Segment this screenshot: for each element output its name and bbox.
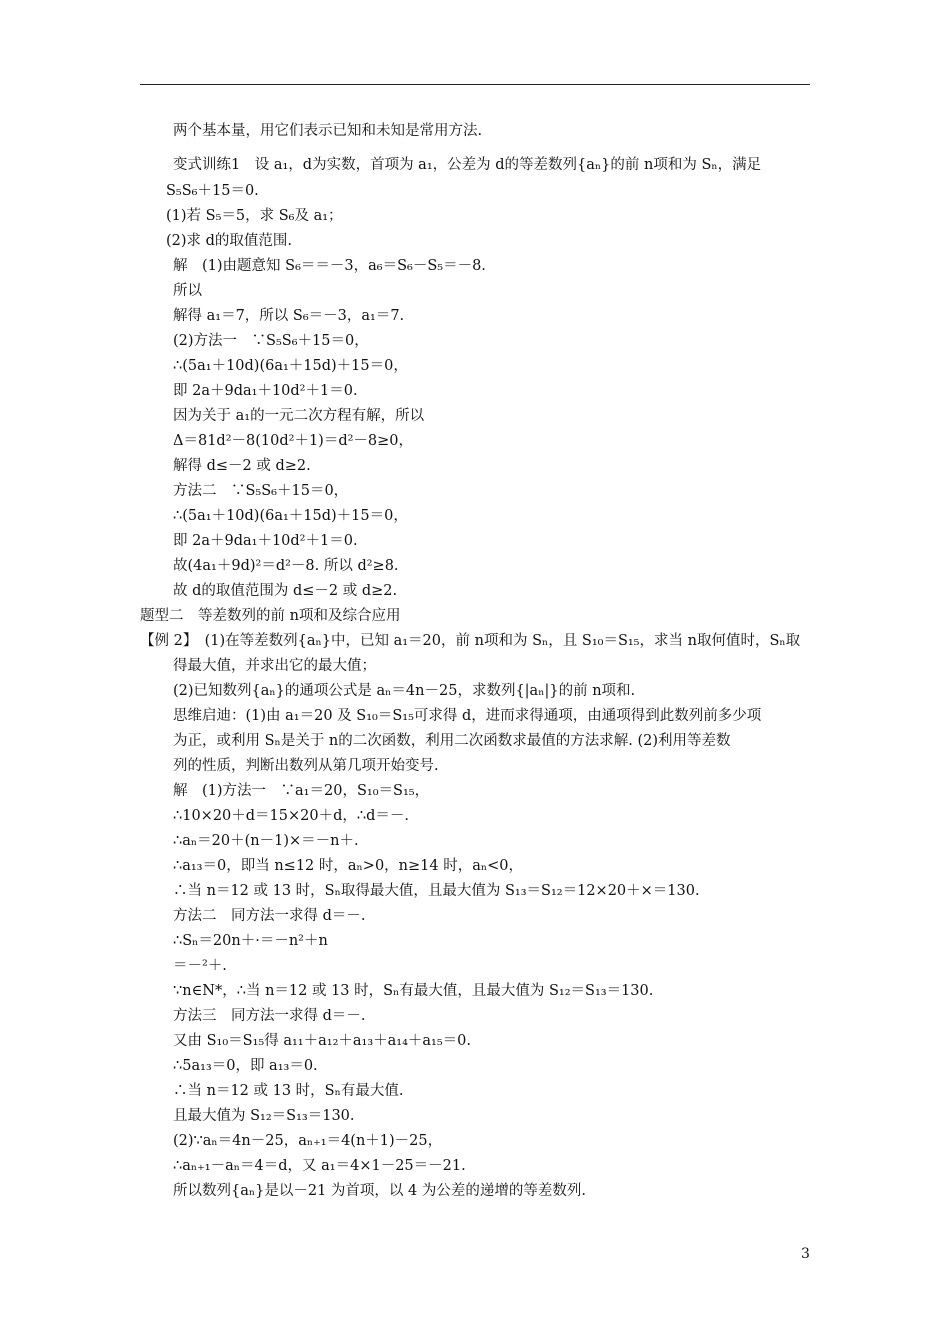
text-line: 方法二 同方法一求得 d＝－. [173, 908, 366, 924]
text-line: 解得 a₁＝7，所以 S₆＝－3，a₁＝7. [173, 308, 405, 324]
text-line: Δ＝81d²－8(10d²＋1)＝d²－8≥0， [173, 433, 414, 449]
text-line: 思维启迪：(1)由 a₁＝20 及 S₁₀＝S₁₅可求得 d，进而求得通项，由通项得到此数列前多少项 [173, 708, 762, 724]
text-line: 故(4a₁＋9d)²＝d²－8. 所以 d²≥8. [173, 558, 399, 574]
text-line: 得最大值，并求出它的最大值； [173, 658, 376, 674]
text-line: ∴当 n＝12 或 13 时，Sₙ有最大值. [173, 1083, 404, 1099]
text-line: 方法二 ∵S₅S₆＋15＝0， [173, 483, 349, 499]
exercise-heading-line: 变式训练1 设 a₁，d为实数，首项为 a₁，公差为 d的等差数列{aₙ}的前 n项和为 Sₙ，满足 [173, 157, 762, 173]
text-line: ∴aₙ＝20＋(n－1)×＝－n＋. [173, 833, 359, 849]
text-line: (2)方法一 ∵S₅S₆＋15＝0， [173, 333, 369, 349]
text-line: ∴10×20＋d＝15×20＋d，∴d＝－. [173, 808, 410, 824]
text-line: 即 2a＋9da₁＋10d²＋1＝0. [173, 383, 358, 399]
text-line: 解得 d≤－2 或 d≥2. [173, 458, 311, 474]
text-line: ∴aₙ₊₁－aₙ＝4＝d，又 a₁＝4×1－25＝－21. [173, 1158, 466, 1174]
text-line: (2)已知数列{aₙ}的通项公式是 aₙ＝4n－25，求数列{|aₙ|}的前 n项和. [173, 683, 636, 699]
section-heading: 题型二 等差数列的前 n项和及综合应用 [140, 608, 401, 624]
text-line: 又由 S₁₀＝S₁₅得 a₁₁＋a₁₂＋a₁₃＋a₁₄＋a₁₅＝0. [173, 1033, 472, 1049]
text-line: (2)∵aₙ＝4n－25，aₙ₊₁＝4(n＋1)－25， [173, 1133, 443, 1149]
text-line: 且最大值为 S₁₂＝S₁₃＝130. [173, 1108, 355, 1124]
text-line: 解 (1)方法一 ∵a₁＝20，S₁₀＝S₁₅， [173, 783, 430, 799]
text-line: 为正，或利用 Sₙ是关于 n的二次函数，利用二次函数求最值的方法求解. (2)利用等差数 [173, 733, 731, 749]
text-line: 解 (1)由题意知 S₆＝＝－3，a₆＝S₆－S₅＝－8. [173, 258, 486, 274]
text-line: 所以 [173, 283, 202, 299]
text-line: 方法三 同方法一求得 d＝－. [173, 1008, 366, 1024]
text-line: ∴当 n＝12 或 13 时，Sₙ取得最大值，且最大值为 S₁₃＝S₁₂＝12×20＋×＝130. [173, 883, 700, 899]
text-line: 列的性质，判断出数列从第几项开始变号. [173, 758, 439, 774]
text-line: 故 d的取值范围为 d≤－2 或 d≥2. [173, 583, 398, 599]
text-line: ∴Sₙ＝20n＋·＝－n²＋n [173, 933, 328, 949]
text-line: (2)求 d的取值范围. [166, 233, 293, 249]
text-line: 即 2a＋9da₁＋10d²＋1＝0. [173, 533, 358, 549]
text-line: ∴5a₁₃＝0，即 a₁₃＝0. [173, 1058, 318, 1074]
text-line: ＝－²＋. [173, 958, 227, 974]
text-line: ∴(5a₁＋10d)(6a₁＋15d)＋15＝0， [173, 358, 408, 374]
text-line: 因为关于 a₁的一元二次方程有解，所以 [173, 408, 425, 424]
text-line: 两个基本量，用它们表示已知和未知是常用方法. [173, 123, 483, 139]
text-line: ∴a₁₃＝0，即当 n≤12 时，aₙ>0，n≥14 时，aₙ<0， [173, 858, 524, 874]
page-number: 3 [801, 1246, 810, 1262]
header-rule [140, 84, 810, 85]
example-heading-line: 【例 2】 (1)在等差数列{aₙ}中，已知 a₁＝20，前 n项和为 Sₙ，且 S₁₀＝S₁₅，求当 n取何值时，Sₙ取 [140, 633, 801, 649]
text-line: ∵n∈N*，∴当 n＝12 或 13 时，Sₙ有最大值，且最大值为 S₁₂＝S₁₃＝130. [173, 983, 654, 999]
text-line: 所以数列{aₙ}是以－21 为首项，以 4 为公差的递增的等差数列. [173, 1183, 586, 1199]
text-line: S₅S₆＋15＝0. [166, 183, 259, 199]
text-line: (1)若 S₅＝5，求 S₆及 a₁； [166, 208, 343, 224]
text-line: ∴(5a₁＋10d)(6a₁＋15d)＋15＝0， [173, 508, 408, 524]
